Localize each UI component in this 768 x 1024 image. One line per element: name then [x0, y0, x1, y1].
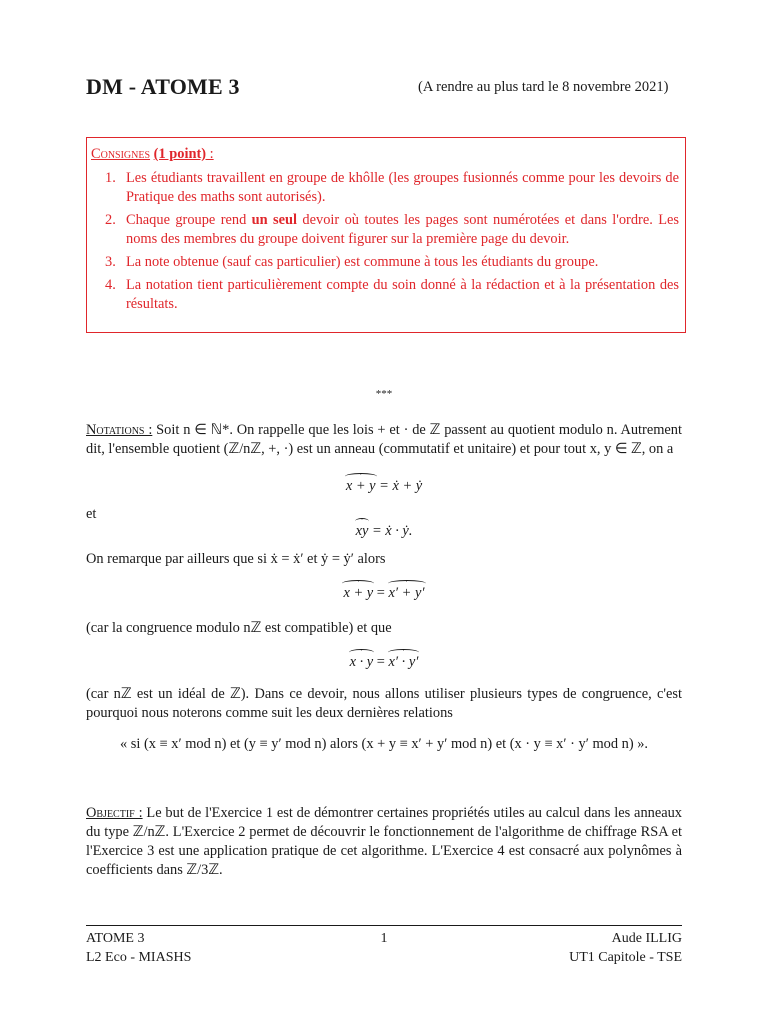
notations-compat-note: (car la congruence modulo nℤ est compatible) et que	[86, 620, 392, 636]
equation-product-compat: · x · y = · x′ · y′	[349, 645, 419, 670]
list-item-text: La notation tient particulièrement compte du soin donné à la rédaction et à la présentation des résultats.	[126, 277, 679, 312]
equation-rhs: = ẋ · ẏ.	[368, 523, 413, 539]
equation-hat-term: · x′ + y′	[388, 576, 425, 601]
list-item-number: 1.	[105, 170, 116, 186]
list-item-text: Les étudiants travaillent en groupe de khôlle (les groupes fusionnés comme pour les devoirs de Pratique des maths sont autorisés).	[126, 170, 679, 205]
notations-label: Notations :	[86, 422, 153, 438]
equation-hat-term: · xy	[355, 514, 369, 539]
list-item-text: Chaque groupe rend	[126, 212, 252, 228]
relation-statement: « si (x ≡ x′ mod n) et (y ≡ y′ mod n) alors (x + y ≡ x′ + y′ mod n) et (x · y ≡ x′ · y′ mod n) ».	[119, 736, 649, 752]
list-item	[87, 169, 683, 207]
equation-sum	[0, 469, 768, 495]
consignes-points: (1 point)	[153, 146, 207, 162]
consignes-label: Consignes	[91, 146, 151, 162]
footer-program: L2 Eco - MIASHS	[86, 950, 192, 965]
consignes-colon: :	[206, 146, 214, 162]
list-item-number: 2.	[105, 212, 116, 228]
page-title: DM - ATOME 3	[86, 74, 240, 99]
equation-hat-term: · x + y	[343, 576, 374, 601]
list-item	[87, 276, 683, 314]
list-item-text: La note obtenue (sauf cas particulier) est commune à tous les étudiants du groupe.	[126, 254, 599, 270]
footer-author: Aude ILLIG	[611, 931, 682, 946]
equation-hat-term: · x · y	[349, 645, 374, 670]
notations-text: Soit n ∈ ℕ*. On rappelle que les lois + et · de ℤ passent au quotient modulo n. Autrement dit, l'ensemble quotient (ℤ/nℤ, +, ·) est un anneau (commutatif et unitaire) et pour tout x, y ∈ ℤ, on a	[86, 422, 682, 457]
consignes-box	[86, 137, 686, 333]
consignes-heading	[91, 145, 214, 164]
list-item-emphasis: un seul	[251, 212, 298, 228]
footer-institution: UT1 Capitole - TSE	[569, 950, 682, 965]
notations-paragraph	[86, 421, 682, 459]
list-item	[87, 211, 683, 249]
objectif-label: Objectif :	[86, 805, 143, 821]
footer-divider	[86, 925, 682, 926]
equation-sum-compat: · x + y = · x′ + y′	[343, 576, 425, 601]
list-item-number: 3.	[105, 254, 116, 270]
notations-remark: On remarque par ailleurs que si ẋ = ẋ′ et ẏ = ẏ′ alors	[86, 551, 386, 567]
notations-ideal-note: (car nℤ est un idéal de ℤ). Dans ce devoir, nous allons utiliser plusieurs types de congruence, c'est pourquoi nous noterons comme suit les deux dernières relations	[86, 686, 682, 721]
section-separator: ***	[375, 388, 393, 400]
list-item	[87, 253, 683, 272]
deadline-note: (A rendre au plus tard le 8 novembre 2021)	[418, 79, 669, 95]
list-item-text: devoir où toutes les pages sont numérotées et dans l'ordre. Les noms des membres du groupe doivent figurer sur la première page du devoir.	[126, 212, 679, 247]
objectif-text: Le but de l'Exercice 1 est de démontrer certaines propriétés utiles au calcul dans les anneaux du type ℤ/nℤ. L'Exercice 2 permet de découvrir le fonctionnement de l'algorithme de chiffrage RSA et l'Exercice 3 est une application pratique de cet algorithme. L'Exercice 4 est consacré aux polynômes à coefficients dans ℤ/3ℤ.	[86, 805, 682, 878]
consignes-list	[87, 169, 683, 318]
objectif-paragraph	[86, 804, 682, 880]
footer-course: ATOME 3	[86, 931, 145, 946]
equation-rhs: = ẋ + ẏ	[375, 478, 423, 494]
page-number: 1	[380, 931, 388, 946]
equation-hat-term: · x′ · y′	[388, 645, 419, 670]
list-item-number: 4.	[105, 277, 116, 293]
connector-text: et	[86, 506, 97, 522]
equation-hat-term: · x + y	[345, 469, 376, 494]
